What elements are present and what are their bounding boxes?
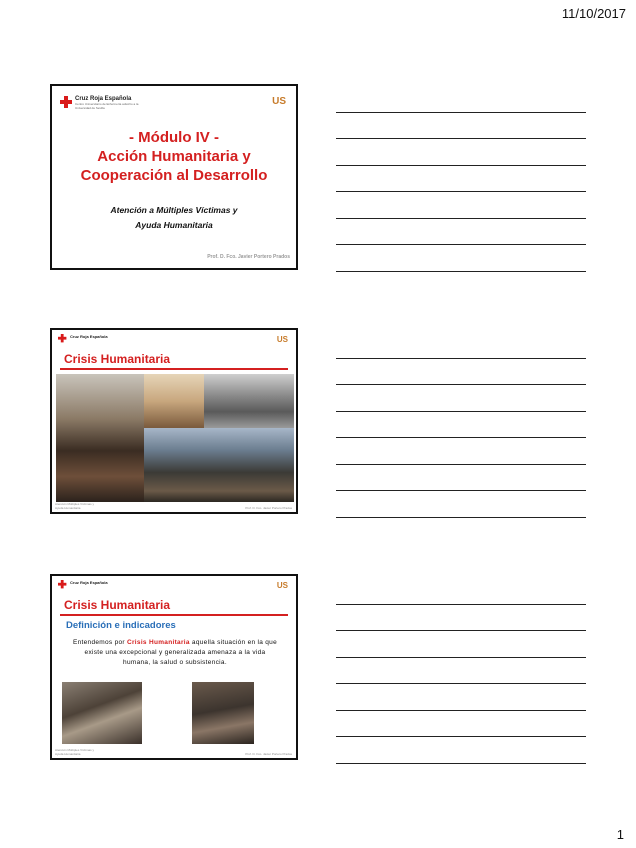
cruz-roja-logo [58, 580, 108, 592]
section-heading: Definición e indicadores [66, 620, 176, 631]
photo-crowd [192, 682, 254, 744]
title-underline [60, 368, 288, 370]
red-cross-icon [58, 334, 66, 342]
body-text-post: aquella situación en la que existe una excepcional y generalizada amenaza a la vida humana, la salud o subsistencia. [84, 639, 278, 666]
us-logo-text: US [276, 335, 288, 344]
slide-title: Crisis Humanitaria [64, 598, 171, 612]
notes-lines-3 [336, 578, 586, 764]
red-cross-icon [60, 96, 72, 108]
slide-foot-left: Atención Múltiples Víctimas y Ayuda Humanitaria [55, 748, 95, 756]
body-text-highlight: Crisis Humanitaria [126, 639, 190, 646]
us-logo-text: US [276, 581, 288, 590]
org-sub: Centro Universitario de Enfermería adscrito a la Universidad de Sevilla [75, 102, 139, 110]
photo-debris [62, 682, 142, 744]
page-number: 1 [616, 827, 624, 842]
print-date: 11/10/2017 [561, 6, 626, 21]
photo-crowd-carrying [144, 428, 294, 502]
org-name: Cruz Roja Española [70, 334, 108, 339]
cruz-roja-logo [60, 96, 145, 110]
cruz-roja-logo [58, 334, 108, 346]
slide-author: Prof. D. Fco. Javier Portero Prados [207, 254, 290, 260]
photo-refugees-fence [56, 374, 144, 502]
us-logo-text: US [272, 96, 286, 107]
us-logo [277, 581, 288, 590]
slide-subtitle: Atención a Múltiples Víctimas y Ayuda Humanitaria [110, 205, 238, 230]
org-name: Cruz Roja Española [70, 580, 108, 585]
red-cross-icon [58, 580, 66, 588]
us-logo [277, 335, 288, 344]
body-text-pre: Entendemos por [72, 639, 127, 646]
slide-2 [50, 328, 298, 514]
slide-foot-right: Prof. D. Fco. Javier Portero Prados [245, 506, 292, 510]
org-name: Cruz Roja Española [75, 96, 132, 102]
slide-3 [50, 574, 298, 760]
notes-lines-2 [336, 332, 586, 518]
slide-foot-left: Atención Múltiples Víctimas y Ayuda Humanitaria [55, 502, 95, 510]
slide-title: Crisis Humanitaria [64, 352, 171, 366]
slide-title: - Módulo IV - Acción Humanitaria y Cooperación al Desarrollo [80, 129, 268, 184]
slide-foot-right: Prof. D. Fco. Javier Portero Prados [245, 752, 292, 756]
us-logo [272, 96, 286, 107]
slide-1 [50, 84, 298, 270]
notes-lines-1 [336, 86, 586, 272]
slide-body-text [70, 638, 280, 668]
photo-rubble [204, 374, 294, 428]
title-underline [60, 614, 288, 616]
photo-desert-walk [144, 374, 204, 428]
